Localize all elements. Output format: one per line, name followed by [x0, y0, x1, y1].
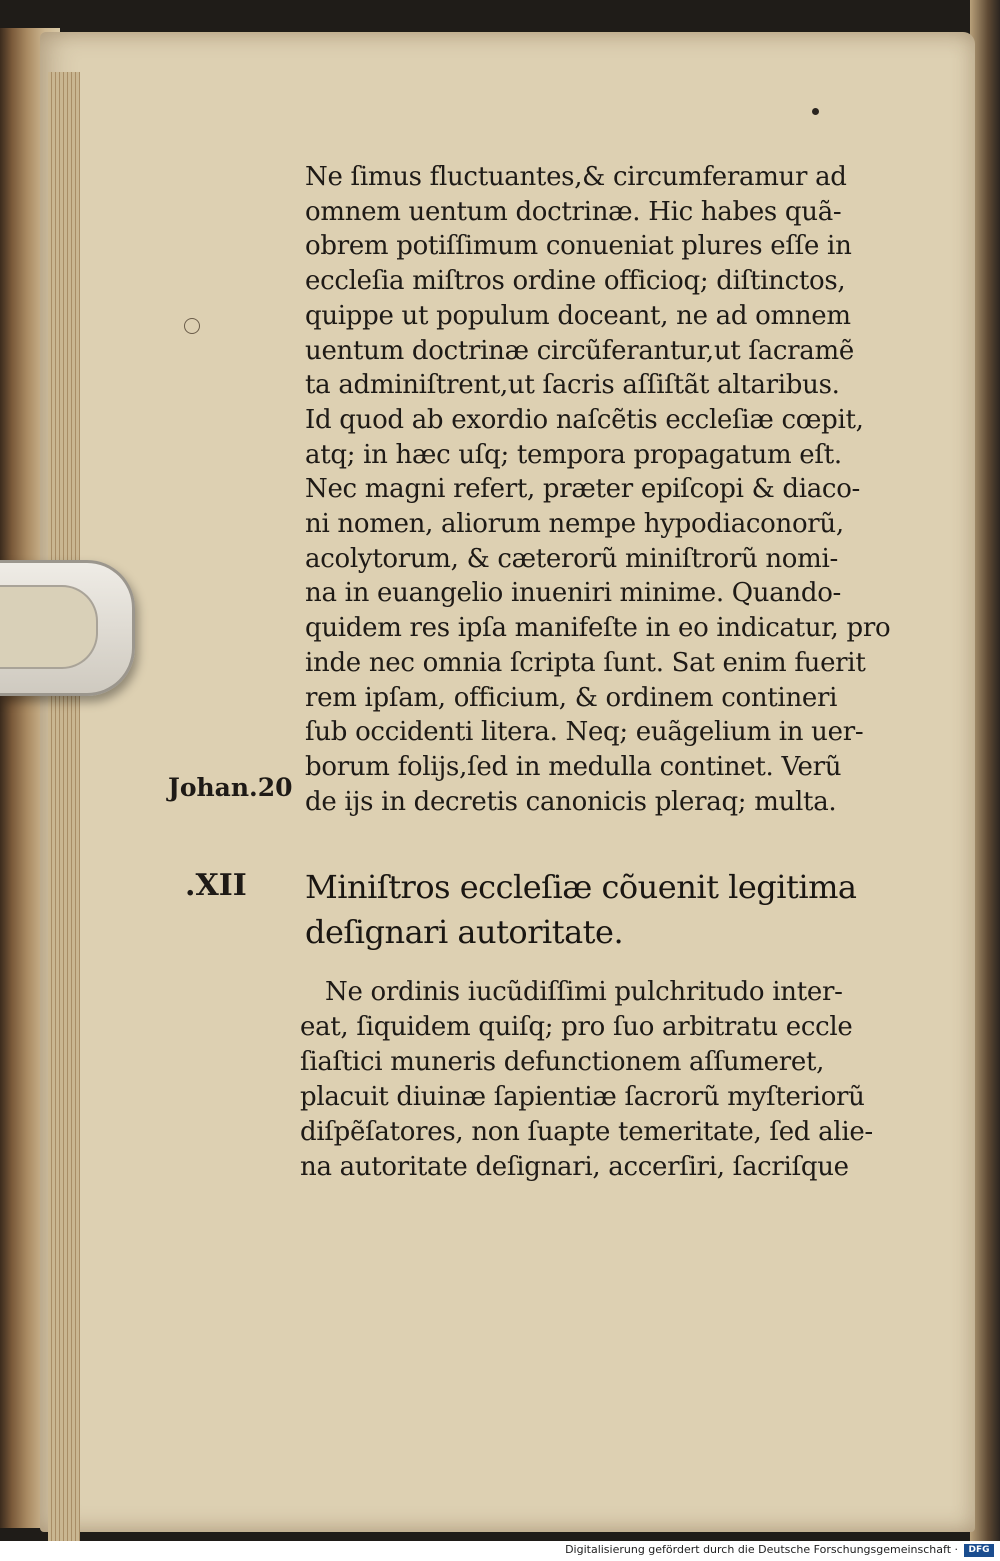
paper-clip	[0, 560, 135, 696]
digitization-footer	[0, 1541, 1000, 1561]
footer-credit-text: Digitalisierung gefördert durch die Deutsche Forschungsgemeinschaft ·	[565, 1543, 958, 1556]
text-line: na in euangelio inueniri minime. Quando-	[305, 578, 842, 609]
margin-note-reference: Johan.20	[168, 773, 293, 802]
main-text-block	[305, 160, 930, 819]
text-line: Id quod ab exordio naſcẽtis eccleſiæ cœpit,	[305, 404, 864, 435]
paragraph-line: na autoritate deſignari, accerſiri, ſacriſque	[300, 1152, 849, 1182]
text-line: Ne ſimus fluctuantes,& circumferamur ad	[305, 162, 847, 192]
paragraph-line: diſpẽſatores, non ſuapte temeritate, ſed alie-	[300, 1117, 873, 1147]
paragraph-line: placuit diuinæ ſapientiæ ſacrorũ myſteriorũ	[300, 1082, 865, 1112]
heading-line: deſignari autoritate.	[305, 913, 624, 951]
text-line: omnem uentum doctrinæ. Hic habes quã-	[305, 196, 842, 227]
text-line: acolytorum, & cæterorũ miniſtrorũ nomi-	[305, 543, 839, 574]
text-line: borum folijs,ſed in medulla continet. Verũ	[305, 751, 842, 782]
text-line: quippe ut populum doceant, ne ad omnem	[305, 300, 851, 331]
paragraph-line: Ne ordinis iucũdiſſimi pulchritudo inter-	[325, 977, 843, 1007]
dfg-logo: DFG	[964, 1544, 994, 1557]
text-line: ſub occidenti litera. Neq; euãgelium in uer-	[305, 717, 864, 748]
text-line: obrem potiſſimum conueniat plures eſſe in	[305, 231, 852, 262]
page-stack-edge	[48, 72, 80, 1552]
paragraph-line: eat, ſiquidem quiſq; pro ſuo arbitratu eccle	[300, 1012, 853, 1042]
text-line: inde nec omnia ſcripta ſunt. Sat enim fuerit	[305, 647, 866, 678]
section-paragraph	[300, 975, 930, 1185]
paper-clip-inner	[0, 585, 98, 669]
text-line: Nec magni refert, præter epiſcopi & diaco-	[305, 474, 861, 505]
text-line: rem ipſam, officium, & ordinem contineri	[305, 682, 838, 713]
heading-line: Miniſtros eccleſiæ cõuenit legitima	[305, 868, 857, 906]
section-heading	[305, 865, 925, 955]
margin-ring-mark	[184, 318, 200, 334]
paragraph-line: ſiaſtici muneris defunctionem aſſumeret,	[300, 1047, 825, 1077]
text-line: uentum doctrinæ circũferantur,ut ſacramẽ	[305, 335, 854, 366]
text-line: quidem res ipſa manifeſte in eo indicatur, pro	[305, 613, 891, 644]
text-line: ni nomen, aliorum nempe hypodiaconorũ,	[305, 509, 844, 540]
ink-dot	[812, 108, 819, 115]
section-number: .XII	[185, 868, 247, 903]
text-line: atq; in hæc uſq; tempora propagatum eſt.	[305, 439, 842, 470]
text-line: ta adminiſtrent,ut ſacris aſſiſtãt altaribus.	[305, 370, 840, 401]
text-line: de ijs in decretis canonicis pleraq; multa.	[305, 786, 837, 817]
text-line: eccleſia miſtros ordine officioq; diſtinctos,	[305, 266, 846, 297]
